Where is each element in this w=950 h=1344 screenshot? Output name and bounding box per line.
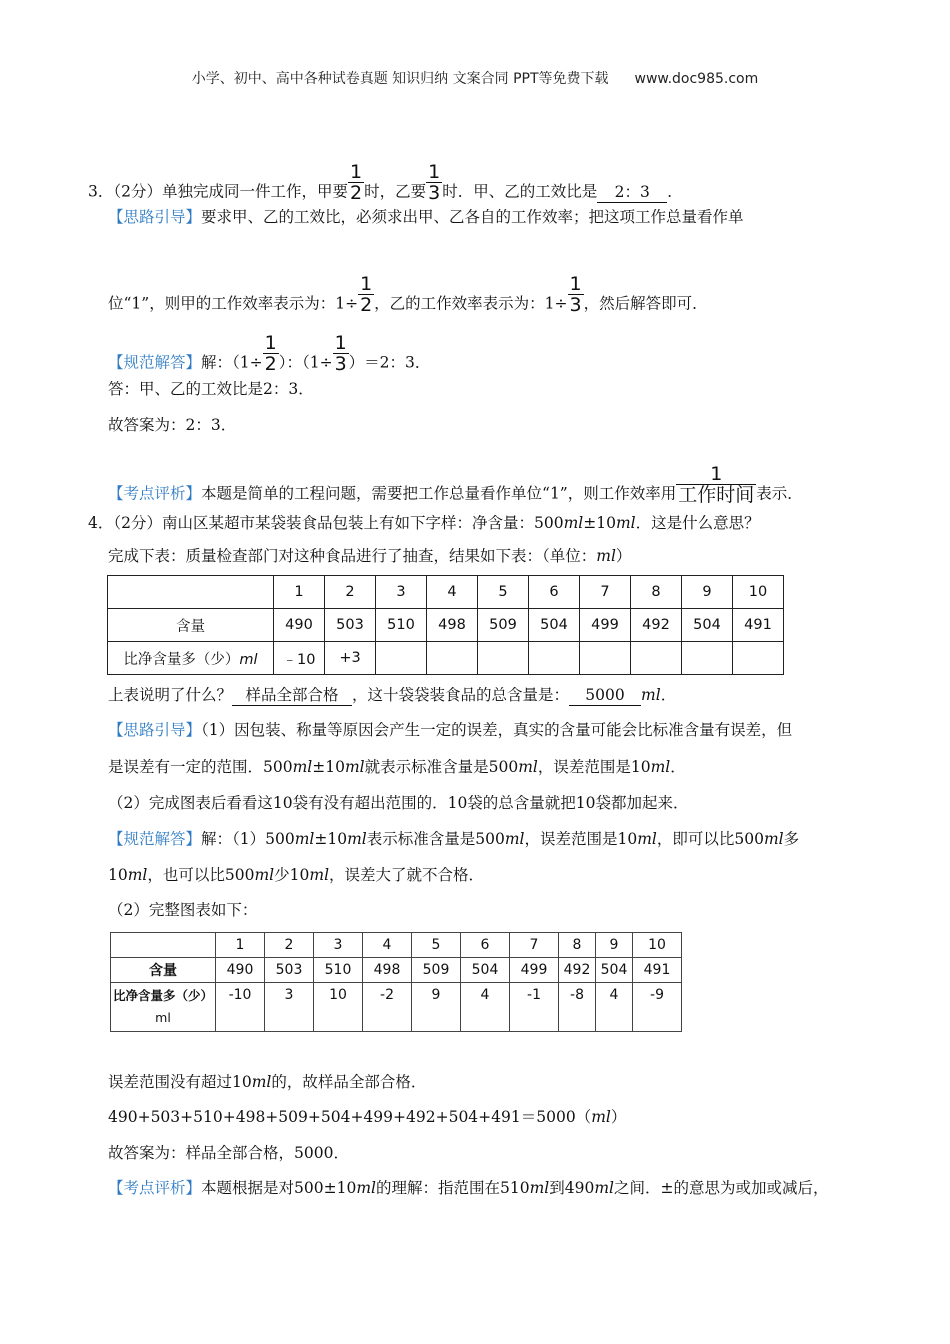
q4-solution-line1: 【规范解答】解：（1）500ml±10ml表示标准含量是500ml，误差范围是10ml，即可以比500ml多 — [108, 830, 800, 848]
q3-stem: 3．（2分）单独完成同一件工作，甲要 $\frac{1}{2}$ 时，乙要 $\frac{1}{3}$ 时．甲、乙的工效比是 2：3 ． — [88, 161, 683, 204]
table-row: 含量 490 503 510 498 509 504 499 492 504 491 — [108, 609, 784, 642]
table-row: 1 2 3 4 5 6 7 8 9 10 — [111, 933, 682, 958]
q4-solution-line2: 10ml，也可以比500ml少10ml，误差大了就不合格． — [108, 866, 485, 884]
fraction-third: $\frac{1}{3}$ — [569, 273, 582, 316]
page-header — [0, 68, 950, 88]
q4-fill: 上表说明了什么？ 样品全部合格 ，这十袋袋装食品的总含量是： 5000 ml． — [108, 686, 677, 704]
fraction-third: $\frac{1}{3}$ — [334, 332, 347, 375]
evaluation-tag: 【考点评析】 — [108, 484, 202, 503]
fraction-half: $\frac{1}{2}$ — [360, 273, 373, 316]
table-row: 含量 490 503 510 498 509 504 499 492 504 491 — [111, 958, 682, 983]
fraction-half: $\frac{1}{2}$ — [264, 332, 277, 375]
q4-solution-line3: （2）完整图表如下： — [108, 901, 258, 919]
header-text: 小学、初中、高中各种试卷真题 知识归纳 文案合同 PPT等免费下载 — [191, 71, 609, 87]
solution-tag: 【规范解答】 — [108, 353, 202, 372]
table-row: 1 2 3 4 5 6 7 8 9 10 — [108, 576, 784, 609]
fraction-third: $\frac{1}{3}$ — [428, 161, 441, 204]
q3-final-line: 故答案为：2：3． — [108, 416, 237, 434]
q4-stem: 4．（2分）南山区某超市某袋装食品包装上有如下字样：净含量：500ml±10ml．这是什么意思？ — [88, 514, 760, 532]
q4-guide-line3: （2）完成图表后看看这10袋有没有超出范围的．10袋的总含量就把10袋都加起来． — [108, 794, 689, 812]
guide-tag: 【思路引导】 — [108, 721, 202, 739]
q3-answer-line: 答：甲、乙的工效比是2：3． — [108, 380, 314, 398]
q3-guide-line1: 【思路引导】要求甲、乙的工效比，必须求出甲、乙各自的工作效率；把这项工作总量看作单 — [108, 208, 744, 226]
completed-table — [110, 932, 682, 1032]
answer-blank-2: 5000 — [569, 685, 641, 706]
q3-evaluation: 【考点评析】本题是简单的工程问题，需要把工作总量看作单位“1”，则工作效率用 $\frac{1}{\text{工作时间}}$ 表示． — [108, 463, 803, 506]
q4-final-line: 故答案为：样品全部合格，5000． — [108, 1144, 349, 1162]
q3-guide-line2: 位“1”，则甲的工作效率表示为：1÷ $\frac{1}{2}$ ，乙的工作效率表示为：1÷ $\frac{1}{3}$ ，然后解答即可． — [108, 273, 708, 316]
table-row: 比净含量多（少）ml ﹣10 +3 — [108, 642, 784, 675]
evaluation-tag: 【考点评析】 — [108, 1179, 202, 1197]
fraction-work-time: $\frac{1}{\text{工作时间}}$ — [678, 463, 755, 506]
guide-tag: 【思路引导】 — [108, 208, 202, 226]
q4-sum: 490+503+510+498+509+504+499+492+504+491＝5000（ml） — [108, 1108, 627, 1126]
q4-conclusion: 误差范围没有超过10ml的，故样品全部合格． — [108, 1073, 427, 1091]
header-site-link[interactable]: www.doc985.com — [634, 71, 759, 87]
q3-answer-blank: 2：3 — [597, 182, 667, 203]
q3-solution: 【规范解答】解：（1÷ $\frac{1}{2}$ ）：（1÷ $\frac{1}{3}$ ）＝2：3． — [108, 332, 431, 375]
table-row: 比净含量多（少） ml -10 3 10 -2 9 4 -1 -8 4 -9 — [111, 983, 682, 1032]
answer-blank-1: 样品全部合格 — [232, 685, 352, 706]
q4-task: 完成下表：质量检查部门对这种食品进行了抽查，结果如下表：（单位：ml） — [108, 547, 632, 565]
fraction-half: $\frac{1}{2}$ — [349, 161, 363, 204]
solution-tag: 【规范解答】 — [108, 830, 202, 848]
q4-guide-line1: 【思路引导】（1）因包装、称量等原因会产生一定的误差，真实的含量可能会比标准含量有误差，但 — [108, 721, 793, 739]
q4-guide-line2: 是误差有一定的范围．500ml±10ml就表示标准含量是500ml，误差范围是10ml． — [108, 758, 686, 776]
q4-evaluation: 【考点评析】本题根据是对500±10ml的理解：指范围在510ml到490ml之间．±的意思为或加或减后， — [108, 1179, 829, 1197]
inspection-table — [107, 575, 784, 675]
